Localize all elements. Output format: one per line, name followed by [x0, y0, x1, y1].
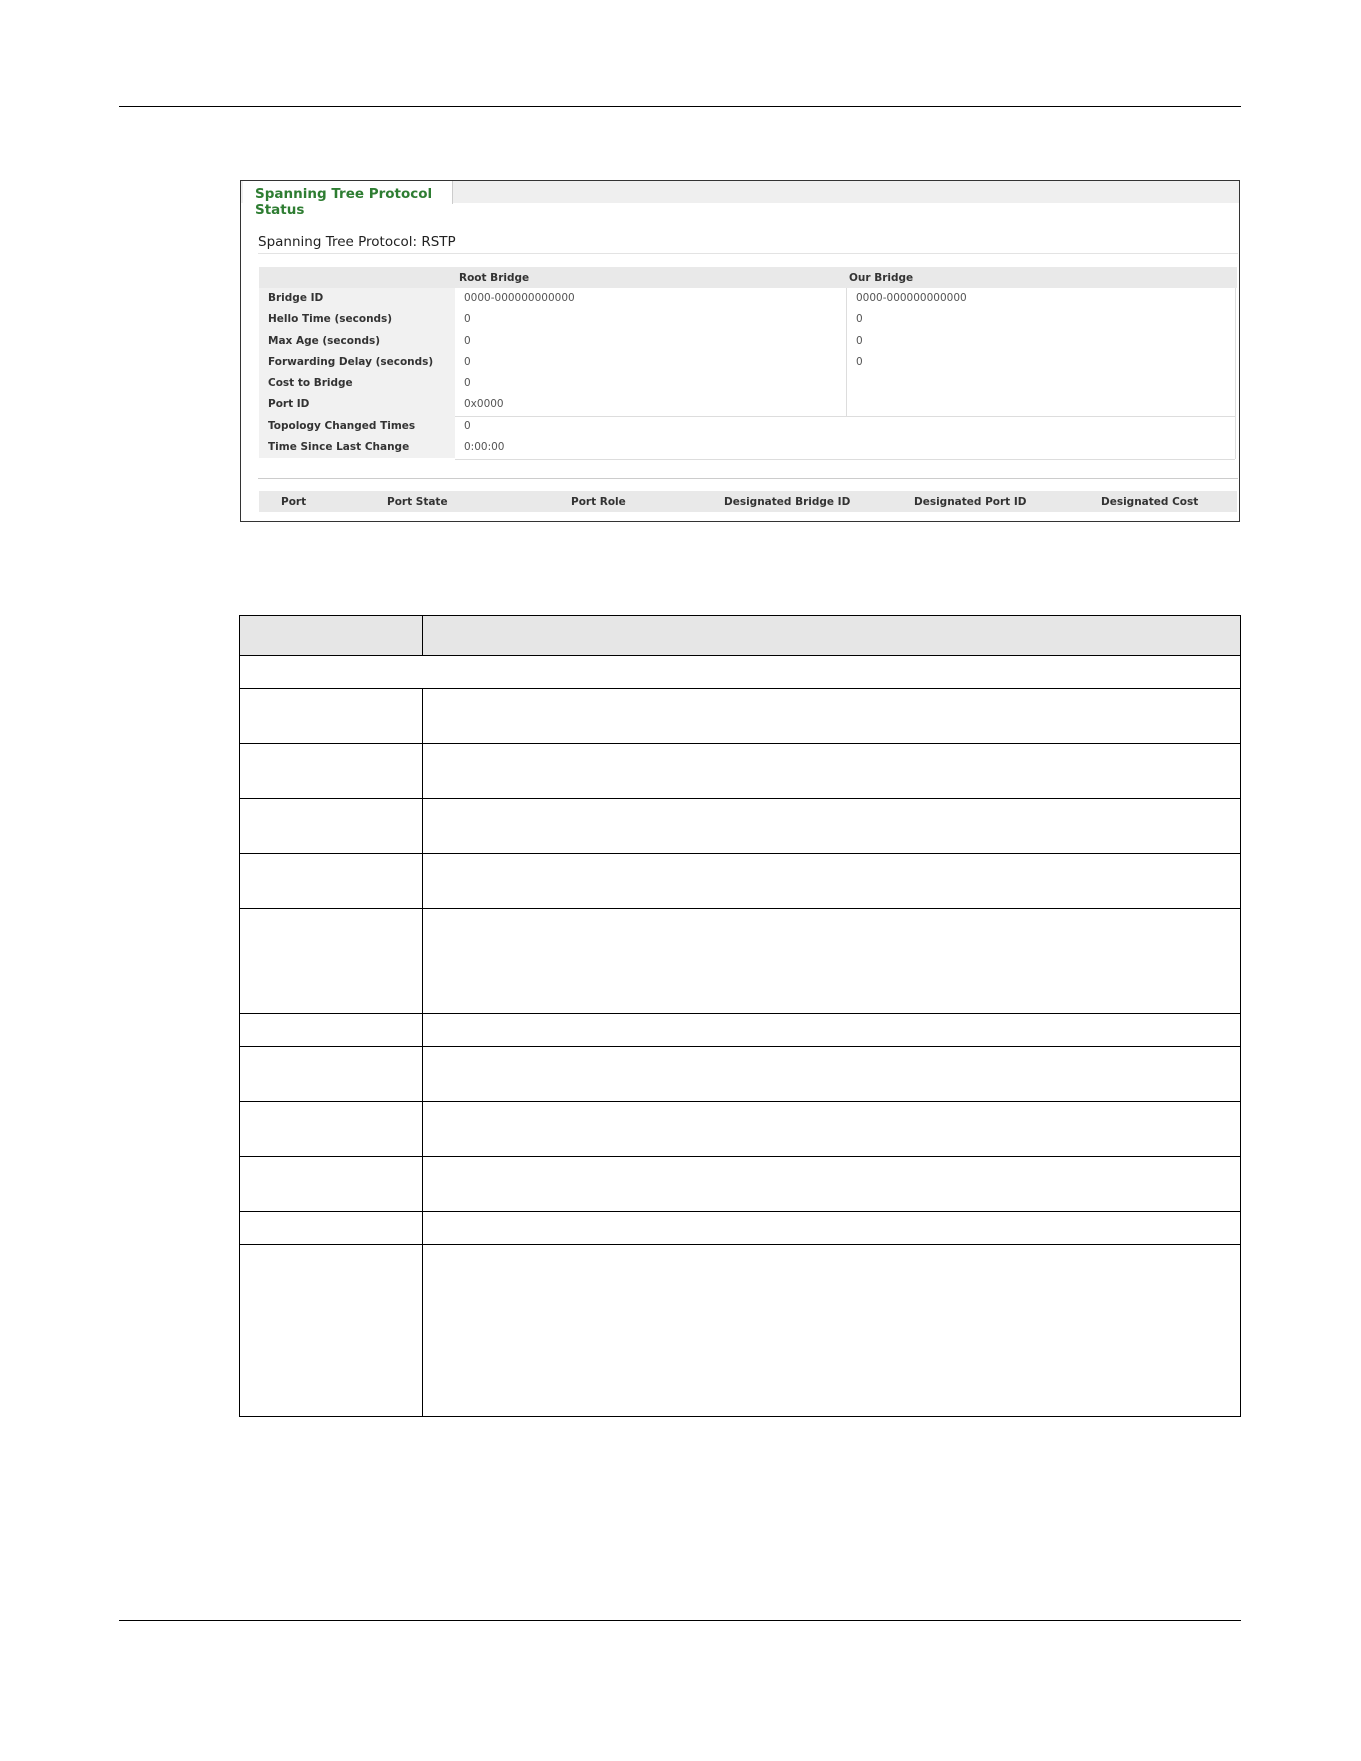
row-label: Time Since Last Change — [259, 437, 455, 458]
section-cell — [240, 656, 1241, 689]
description-cell — [423, 1157, 1241, 1212]
designated-cost-header: Designated Cost — [1101, 496, 1199, 508]
description-cell — [423, 854, 1241, 909]
row-label: Cost to Bridge — [259, 373, 455, 394]
our-value: 0000-000000000000 — [856, 292, 967, 304]
description-cell — [423, 1212, 1241, 1245]
description-cell — [423, 1014, 1241, 1047]
header-cell — [240, 616, 423, 656]
our-value: 0 — [856, 334, 863, 347]
table-row — [240, 799, 1241, 854]
label-cell — [240, 909, 423, 1014]
divider — [258, 253, 1238, 254]
table-row — [240, 1157, 1241, 1212]
tab-spanning-tree-status[interactable]: Spanning Tree Protocol Status — [243, 181, 453, 204]
root-value: 0:00:00 — [464, 441, 505, 454]
root-value: 0 — [464, 419, 471, 432]
header-cell — [423, 616, 1241, 656]
port-state-header: Port State — [387, 496, 448, 508]
table-row — [240, 1014, 1241, 1047]
page-header-rule — [119, 106, 1241, 107]
bridge-table — [259, 267, 1237, 458]
table-row — [240, 689, 1241, 744]
description-cell — [423, 799, 1241, 854]
table-row — [240, 656, 1241, 689]
root-value: 0x0000 — [464, 398, 504, 411]
table-row — [240, 744, 1241, 799]
page-footer-rule — [119, 1620, 1241, 1621]
label-cell — [240, 689, 423, 744]
label-cell — [240, 1212, 423, 1245]
root-value: 0 — [464, 377, 471, 390]
table-row — [240, 1102, 1241, 1157]
table-row — [259, 309, 1237, 330]
table-row — [259, 352, 1237, 373]
root-value: 0000-000000000000 — [464, 292, 575, 304]
row-label: Hello Time (seconds) — [259, 309, 455, 330]
label-cell — [240, 1157, 423, 1212]
bridge-table-header — [259, 267, 1237, 288]
protocol-title: Spanning Tree Protocol: RSTP — [258, 234, 456, 250]
designated-port-id-header: Designated Port ID — [914, 496, 1027, 508]
our-value: 0 — [856, 355, 863, 368]
description-cell — [423, 1245, 1241, 1417]
table-row — [240, 1047, 1241, 1102]
row-label: Port ID — [259, 394, 455, 415]
row-label: Bridge ID — [259, 288, 455, 309]
table-row — [259, 288, 1237, 309]
label-cell — [240, 799, 423, 854]
port-header: Port — [281, 496, 307, 508]
row-separator — [455, 459, 1235, 460]
root-value: 0 — [464, 355, 471, 368]
divider — [258, 478, 1238, 479]
label-cell — [240, 1047, 423, 1102]
port-role-header: Port Role — [571, 496, 626, 508]
row-label: Forwarding Delay (seconds) — [259, 352, 455, 373]
field-description-table — [239, 615, 1241, 1417]
our-value: 0 — [856, 313, 863, 326]
table-row — [240, 854, 1241, 909]
port-table-header — [259, 491, 1237, 512]
table-row — [240, 1212, 1241, 1245]
table-header-row — [240, 616, 1241, 656]
table-row — [259, 331, 1237, 352]
description-cell — [423, 744, 1241, 799]
root-value: 0 — [464, 334, 471, 347]
label-cell — [240, 1245, 423, 1417]
root-value: 0 — [464, 313, 471, 326]
label-cell — [240, 854, 423, 909]
table-row — [259, 394, 1237, 415]
table-row — [240, 909, 1241, 1014]
row-label: Topology Changed Times — [259, 416, 455, 437]
table-row — [259, 373, 1237, 394]
our-bridge-header: Our Bridge — [849, 272, 914, 284]
table-row — [240, 1245, 1241, 1417]
label-cell — [240, 1102, 423, 1157]
description-cell — [423, 1102, 1241, 1157]
row-label: Max Age (seconds) — [259, 331, 455, 352]
description-cell — [423, 909, 1241, 1014]
root-bridge-header: Root Bridge — [459, 272, 530, 284]
label-cell — [240, 744, 423, 799]
description-cell — [423, 689, 1241, 744]
table-row — [259, 416, 1237, 437]
designated-bridge-id-header: Designated Bridge ID — [724, 496, 851, 508]
label-cell — [240, 1014, 423, 1047]
table-row — [259, 437, 1237, 458]
description-cell — [423, 1047, 1241, 1102]
stp-status-panel — [240, 180, 1240, 522]
